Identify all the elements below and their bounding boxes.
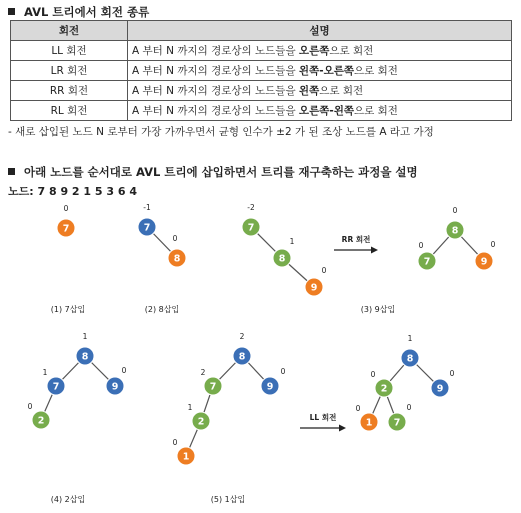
balance-factor: 0 [449,369,455,378]
rotation-type: LL 회전 [11,41,128,61]
tree-node [446,206,464,239]
tree-node [201,368,222,395]
node-value: 7 [423,256,431,268]
node-value: 2 [37,415,45,427]
tree-node [43,368,65,395]
balance-factor: 0 [172,234,178,243]
balance-factor: 0 [406,403,412,412]
node-value: 8 [173,253,181,265]
rotation-arrow [300,412,346,432]
balance-factor: 0 [63,204,69,213]
tree-node [431,369,455,397]
desc-text: 으로 회전 [354,105,398,117]
tree-node [475,240,496,270]
balance-factor: 0 [27,402,33,411]
balance-factor: 1 [289,237,295,246]
balance-factor: 0 [452,206,458,215]
step-caption: (3) 9삽입 [360,305,396,314]
tree-node [168,234,186,267]
node-value: 7 [393,417,401,429]
node-value: 7 [143,222,151,234]
step-caption: (1) 7삽입 [50,305,86,314]
balance-factor: 0 [355,404,361,413]
tree-node [233,332,251,365]
balance-factor: 0 [490,240,496,249]
insert-sequence: 노드: 7 8 9 2 1 5 3 6 4 [8,185,138,198]
balance-factor: 1 [407,334,413,343]
arrow-head-icon [339,425,346,432]
tree-node [401,334,419,367]
balance-factor: 2 [200,368,206,377]
node-value: 8 [406,353,414,365]
desc-text: A 부터 N 까지의 경로상의 노드들을 [132,85,299,97]
node-value: 8 [278,253,286,265]
balance-factor: 1 [82,332,88,341]
node-value: 7 [52,381,60,393]
balance-factor: 0 [418,241,424,250]
node-value: 2 [197,416,205,428]
section-2-title: 아래 노드를 순서대로 AVL 트리에 삽입하면서 트리를 재구축하는 과정을 설명 [24,165,418,179]
tree-node [138,203,156,236]
rotation-label: LL 회전 [309,413,337,422]
balance-factor: 1 [187,403,193,412]
step-caption: (2) 8삽입 [144,305,180,314]
node-value: 7 [209,381,217,393]
tree-node [188,403,210,430]
desc-text: A 부터 N 까지의 경로상의 노드들을 [132,45,299,57]
rotation-type: RR 회전 [11,81,128,101]
balance-factor: -1 [143,203,151,212]
balance-factor: -2 [247,203,255,212]
tree-node [273,237,295,267]
section-1-title: AVL 트리에서 회전 종류 [24,5,150,19]
tree-node [418,241,436,270]
balance-factor: 0 [172,438,178,447]
rotation-arrow [334,234,378,254]
desc-text: 으로 회전 [354,65,398,77]
balance-factor: 0 [370,370,376,379]
desc-text: 으로 회전 [329,45,374,57]
node-value: 8 [238,351,246,363]
node-value: 9 [310,282,318,294]
desc-text: A 부터 N 까지의 경로상의 노드들을 [132,105,299,117]
rotation-label: RR 회전 [341,235,371,244]
node-value: 9 [436,383,444,395]
rotation-type: LR 회전 [11,61,128,81]
node-value: 8 [451,225,459,237]
balance-factor: 0 [321,266,327,275]
tree-node [76,332,94,365]
node-value: 1 [182,451,190,463]
rotation-type: RL 회전 [11,101,128,121]
node-value: 2 [380,383,388,395]
balance-factor: 0 [280,367,286,376]
node-value: 7 [247,222,255,234]
desc-text: 으로 회전 [319,85,364,97]
balance-factor: 0 [121,366,127,375]
node-value: 9 [480,256,488,268]
desc-direction: 왼쪽-오른쪽 [298,65,354,77]
desc-direction: 오른쪽-왼쪽 [298,105,354,117]
balance-factor: 2 [239,332,245,341]
desc-direction: 왼쪽 [298,85,320,97]
header-rotation: 회전 [11,21,128,41]
assumption-note: - 새로 삽입된 노드 N 로부터 가장 가까우면서 균형 인수가 ±2 가 된 조상 노드를 A 라고 가정 [8,126,434,138]
node-value: 9 [266,381,274,393]
node-value: 1 [365,417,373,429]
tree-node [305,266,327,296]
balance-factor: 1 [42,368,48,377]
tree-node [261,367,286,395]
desc-direction: 오른쪽 [298,45,330,57]
node-value: 9 [111,381,119,393]
step-caption: (5) 1삽입 [210,495,246,504]
tree-node [242,203,260,236]
tree-node [106,366,127,395]
node-value: 8 [81,351,89,363]
step-caption: (4) 2삽입 [50,495,86,504]
tree-node [57,204,75,237]
arrow-head-icon [371,247,378,254]
header-description: 설명 [128,21,512,41]
tree-node [371,370,393,397]
node-value: 7 [62,223,70,235]
desc-text: A 부터 N 까지의 경로상의 노드들을 [132,65,299,77]
